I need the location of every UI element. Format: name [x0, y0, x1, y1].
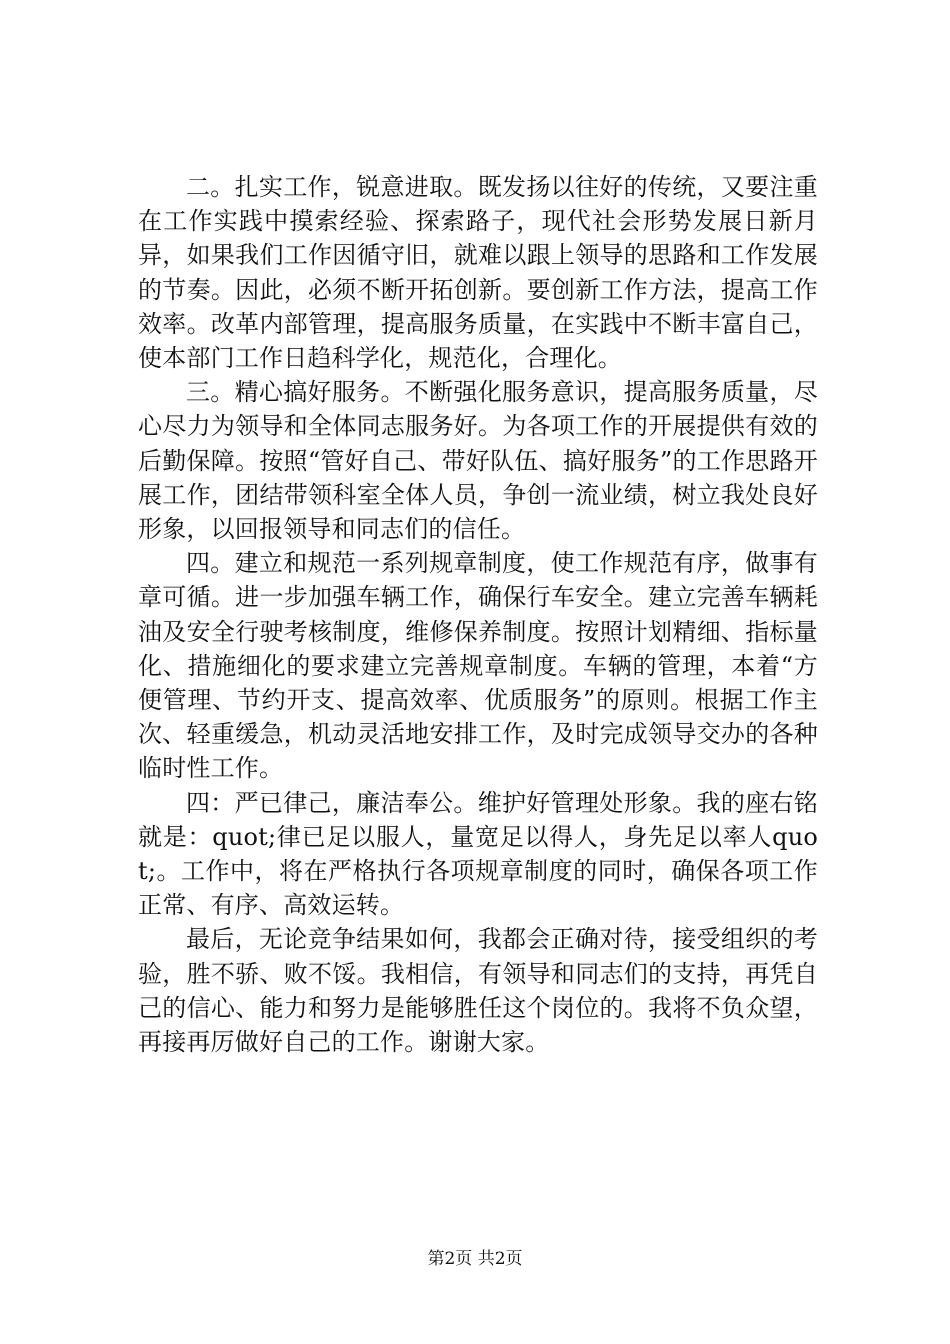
document-body [138, 170, 818, 1059]
paragraph-3: 三。精心搞好服务。不断强化服务意识，提高服务质量，尽心尽力为领导和全体同志服务好。为各项工作的开展提供有效的后勤保障。按照“管好自己、带好队伍、搞好服务”的工作思路开展工作，团结带领科室全体人员，争创一流业绩，树立我处良好形象，以回报领导和同志们的信任。 [138, 378, 818, 544]
paragraph-4-discipline: 四：严已律己，廉洁奉公。维护好管理处形象。我的座右铭就是：quot;律已足以服人，量宽足以得人，身先足以率人quot;。工作中，将在严格执行各项规章制度的同时，确保各项工作正常、有序、高效运转。 [138, 788, 818, 920]
paragraph-2: 二。扎实工作，锐意进取。既发扬以往好的传统，又要注重在工作实践中摸索经验、探索路子，现代社会形势发展日新月异，如果我们工作因循守旧，就难以跟上领导的思路和工作发展的节奏。因此，必须不断开拓创新。要创新工作方法，提高工作效率。改革内部管理，提高服务质量，在实践中不断丰富自己，使本部门工作日趋科学化，规范化，合理化。 [138, 173, 818, 373]
paragraph-closing: 最后，无论竞争结果如何，我都会正确对待，接受组织的考验，胜不骄、败不馁。我相信，有领导和同志们的支持，再凭自己的信心、能力和努力是能够胜任这个岗位的。我将不负众望，再接再厉做好自己的工作。谢谢大家。 [138, 925, 818, 1057]
paragraph-4: 四。建立和规范一系列规章制度，使工作规范有序，做事有章可循。进一步加强车辆工作，确保行车安全。建立完善车辆耗油及安全行驶考核制度，维修保养制度。按照计划精细、指标量化、措施细化的要求建立完善规章制度。车辆的管理，本着“方便管理、节约开支、提高效率、优质服务”的原则。根据工作主次、轻重缓急，机动灵活地安排工作，及时完成领导交办的各种临时性工作。 [138, 549, 818, 783]
page-number-footer: 第2页 共2页 [427, 1249, 523, 1269]
